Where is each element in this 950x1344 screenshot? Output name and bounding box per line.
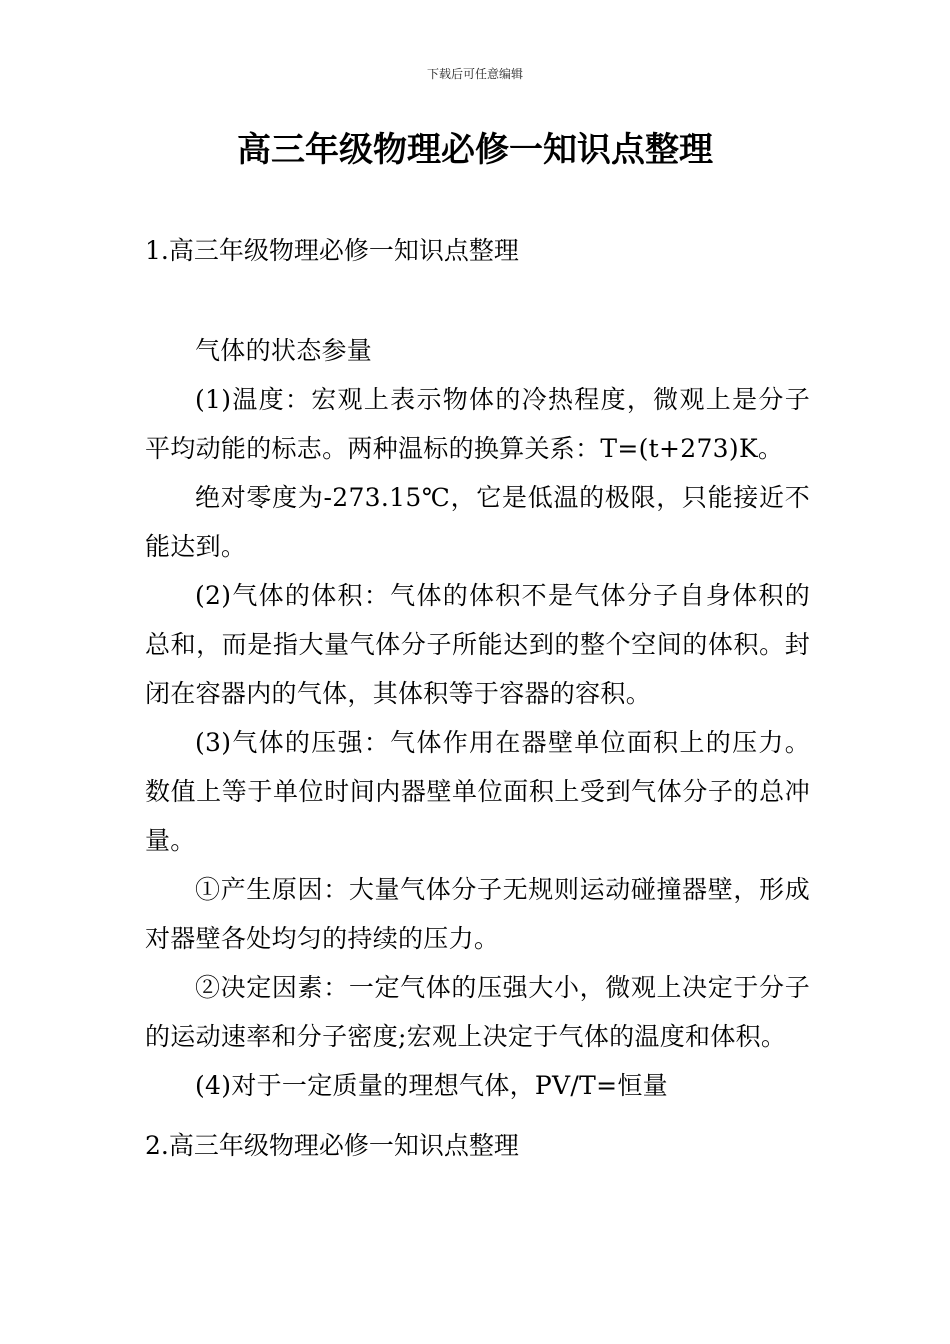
document-title: 高三年级物理必修一知识点整理	[237, 130, 713, 170]
paragraph-volume: (2)气体的体积：气体的体积不是气体分子自身体积的总和，而是指大量气体分子所能达到的整个空间的体积。封闭在容器内的气体，其体积等于容器的容积。	[145, 581, 810, 708]
section-heading-2: 2.高三年级物理必修一知识点整理	[145, 1131, 519, 1160]
paragraph-pressure-factors: ②决定因素：一定气体的压强大小，微观上决定于分子的运动速率和分子密度;宏观上决定于气体的温度和体积。	[145, 973, 810, 1051]
section-heading-1: 1.高三年级物理必修一知识点整理	[145, 236, 519, 265]
paragraph-state-parameters: 气体的状态参量	[195, 336, 373, 365]
paragraph-pressure: (3)气体的压强：气体作用在器壁单位面积上的压力。数值上等于单位时间内器壁单位面积上受到气体分子的总冲量。	[145, 728, 810, 855]
paragraph-absolute-zero: 绝对零度为-273.15℃，它是低温的极限，只能接近不能达到。	[145, 483, 810, 561]
paragraph-pressure-cause: ①产生原因：大量气体分子无规则运动碰撞器壁，形成对器壁各处均匀的持续的压力。	[145, 875, 810, 953]
page-header-note: 下载后可任意编辑	[426, 67, 523, 81]
section-1-body	[145, 326, 810, 1110]
paragraph-temperature: (1)温度：宏观上表示物体的冷热程度，微观上是分子平均动能的标志。两种温标的换算关系：T=(t+273)K。	[145, 385, 810, 463]
paragraph-ideal-gas-law: (4)对于一定质量的理想气体，PV/T=恒量	[195, 1071, 668, 1100]
